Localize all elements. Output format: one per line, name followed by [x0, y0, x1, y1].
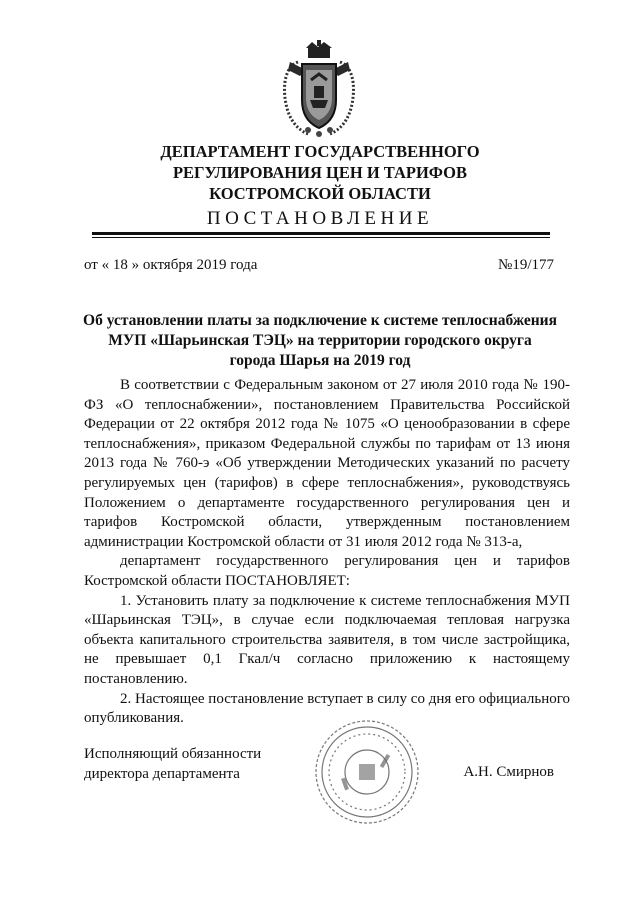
document-subject	[0, 311, 640, 371]
department-line-1: ДЕПАРТАМЕНТ ГОСУДАРСТВЕННОГО	[160, 142, 480, 161]
subject-line-1: Об установлении платы за подключение к системе теплоснабжения	[83, 312, 557, 329]
signatory-title	[84, 744, 261, 784]
document-body	[84, 376, 570, 729]
signatory-title-line-1: Исполняющий обязанности	[84, 746, 262, 762]
subject-line-2: МУП «Шарьинская ТЭЦ» на территории городского округа	[108, 332, 532, 349]
signatory-name: А.Н. Смирнов	[463, 764, 554, 780]
department-line-2: РЕГУЛИРОВАНИЯ ЦЕН И ТАРИФОВ	[172, 163, 468, 182]
document-date: от « 18 » октября 2019 года	[84, 257, 258, 273]
clause-1-paragraph: 1. Установить плату за подключение к системе теплоснабжения МУП «Шарьинская ТЭЦ», в случае если подключаемая тепловая нагрузка объекта капитального строительства заявителя, в том числе застройщика, не превышает 0,1 Гкал/ч согласно приложению к настоящему постановлению.	[84, 592, 570, 687]
resolution-paragraph: департамент государственного регулирования цен и тарифов Костромской области ПОСТАНОВЛЯЕТ:	[84, 553, 570, 589]
clause-2-paragraph: 2. Настоящее постановление вступает в силу со дня его официального опубликования.	[84, 690, 570, 727]
document-type-heading: ПОСТАНОВЛЕНИЕ	[206, 208, 434, 229]
preamble-paragraph: В соответствии с Федеральным законом от 27 июля 2010 года № 190-ФЗ «О теплоснабжении», постановлением Правительства Российской Федерации от 22 октября 2012 года № 1075 «О ценообразовании в сфере теплоснабжения», приказом Федеральной службы по тарифам от 13 июня 2013 года № 760-э «Об утверждении Методических указаний по расчету регулируемых цен (тарифов) в сфере теплоснабжения», руководствуясь Положением о департаменте государственного регулирования цен и тарифов Костромской области, утвержденным постановлением администрации Костромской области от 31 июля 2012 года № 313-а,	[84, 377, 570, 550]
header-rule-thick	[92, 232, 550, 235]
subject-line-3: города Шарья на 2019 год	[229, 352, 411, 369]
document-number: №19/177	[498, 257, 554, 273]
header-rule-thin	[92, 237, 550, 238]
signatory-title-line-2: директора департамента	[84, 766, 240, 782]
department-line-3: КОСТРОМСКОЙ ОБЛАСТИ	[209, 184, 431, 203]
department-name	[0, 141, 640, 204]
coat-of-arms-icon	[278, 40, 360, 138]
official-seal-icon	[313, 718, 421, 826]
